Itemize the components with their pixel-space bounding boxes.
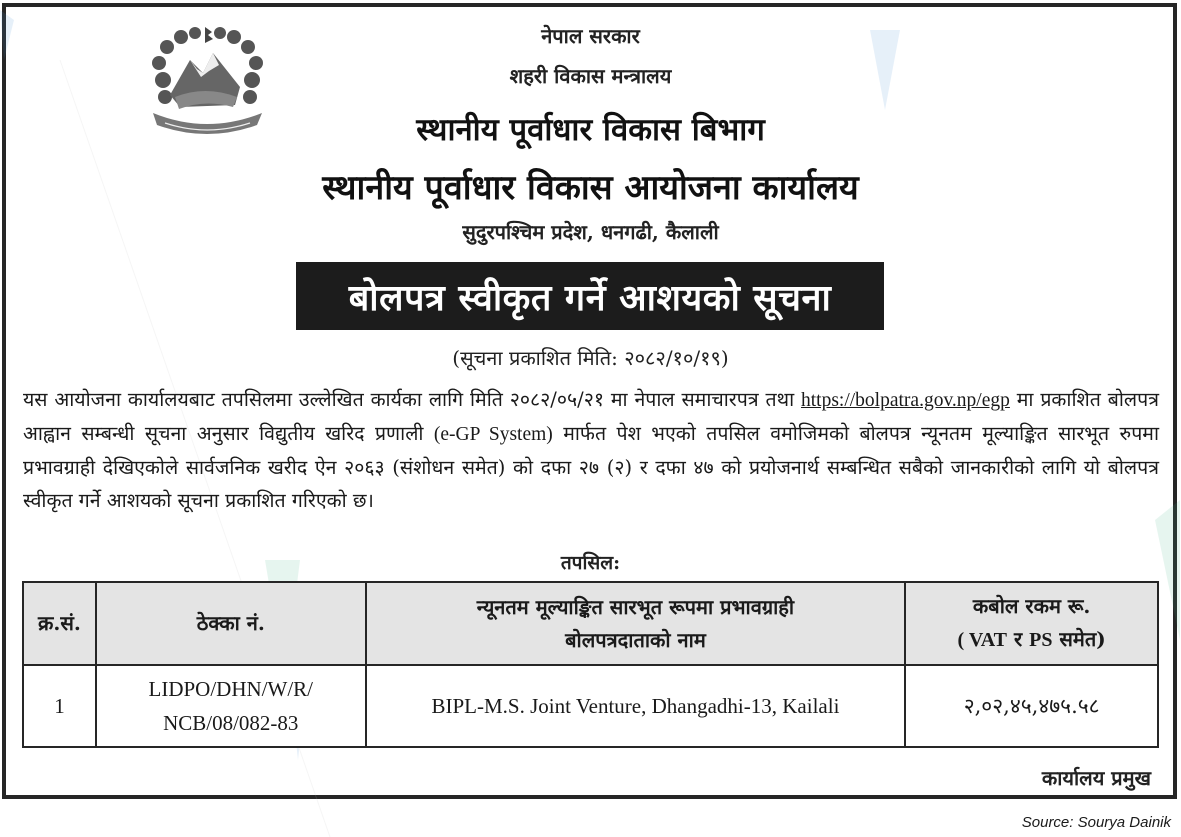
contract-no-line1: LIDPO/DHN/W/R/ bbox=[148, 677, 313, 701]
notice-body bbox=[23, 383, 1159, 517]
table-row bbox=[23, 665, 1158, 747]
column-header-bidder-line2: बोलपत्रदाताको नाम bbox=[565, 627, 706, 652]
signature-office-chief: कार्यालय प्रमुख bbox=[1041, 766, 1151, 790]
government-name: नेपाल सरकार bbox=[541, 24, 640, 48]
notice-title: बोलपत्र स्वीकृत गर्ने आशयको सूचना bbox=[348, 276, 832, 319]
ps-text: PS bbox=[1029, 629, 1053, 651]
column-header-sn: क्र.सं. bbox=[23, 582, 96, 665]
ministry-name: शहरी विकास मन्त्रालय bbox=[509, 64, 672, 88]
department-name: स्थानीय पूर्वाधार विकास बिभाग bbox=[416, 112, 765, 148]
body-text-part2: मा प्रकाशित बोलपत्र आह्वान सम्बन्धी सूचना अनुसार विद्युतीय खरिद प्रणाली bbox=[23, 388, 1159, 445]
cell-amount: २,०२,४५,४७५.५८ bbox=[905, 665, 1158, 747]
bolpatra-link[interactable]: https://bolpatra.gov.np/egp bbox=[801, 390, 1010, 411]
office-name: स्थानीय पूर्वाधार विकास आयोजना कार्यालय bbox=[322, 168, 859, 208]
tender-table bbox=[22, 581, 1159, 748]
schedule-label: तपसिल: bbox=[560, 552, 621, 574]
source-caption: Source: Sourya Dainik bbox=[1021, 814, 1171, 831]
column-header-amount-line2 bbox=[906, 623, 1157, 657]
column-header-bidder bbox=[366, 582, 906, 665]
table-header-row bbox=[23, 582, 1158, 665]
column-header-amount-line1: कबोल रकम रू. bbox=[972, 594, 1091, 618]
egp-system-text: (e-GP System) bbox=[433, 424, 553, 445]
and-text: र bbox=[1007, 627, 1030, 651]
cell-bidder: BIPL-M.S. Joint Venture, Dhangadhi-13, Kailali bbox=[366, 665, 906, 747]
published-date: (सूचना प्रकाशित मिति: २०८२/१०/१९) bbox=[452, 346, 729, 370]
cell-sn: 1 bbox=[23, 665, 96, 747]
contract-no-line2: NCB/08/082-83 bbox=[163, 711, 299, 735]
column-header-contract-no: ठेक्का नं. bbox=[96, 582, 366, 665]
body-text-part3: मार्फत पेश भएको तपसिल वमोजिमको बोलपत्र न्यूनतम मूल्याङ्कित सारभूत रुपमा प्रभावग्राही देखिएकोले सार्वजनिक खरीद ऐन २०६३ (संशोधन समेत) को दफा २७ (२) र दफा ४७ को प्रयोजनार्थ सम्बन्धित सबैको जानकारीको लागि यो बोलपत्र स्वीकृत गर्ने आशयको सूचना प्रकाशित गरिएको छ। bbox=[23, 422, 1159, 512]
body-text-part1: यस आयोजना कार्यालयबाट तपसिलमा उल्लेखित कार्यका लागि मिति २०८२/०५/२१ मा नेपाल समाचारपत्र तथा bbox=[23, 388, 801, 411]
column-header-amount bbox=[905, 582, 1158, 665]
vat-text: ( VAT bbox=[957, 629, 1007, 651]
column-header-bidder-line1: न्यूनतम मूल्याङ्कित सारभूत रूपमा प्रभावग्राही bbox=[476, 594, 795, 619]
including-text: समेत) bbox=[1052, 627, 1106, 651]
office-location: सुदुरपश्चिम प्रदेश, धनगढी, कैलाली bbox=[462, 220, 719, 244]
notice-title-banner bbox=[296, 262, 884, 330]
cell-contract-no bbox=[96, 665, 366, 747]
